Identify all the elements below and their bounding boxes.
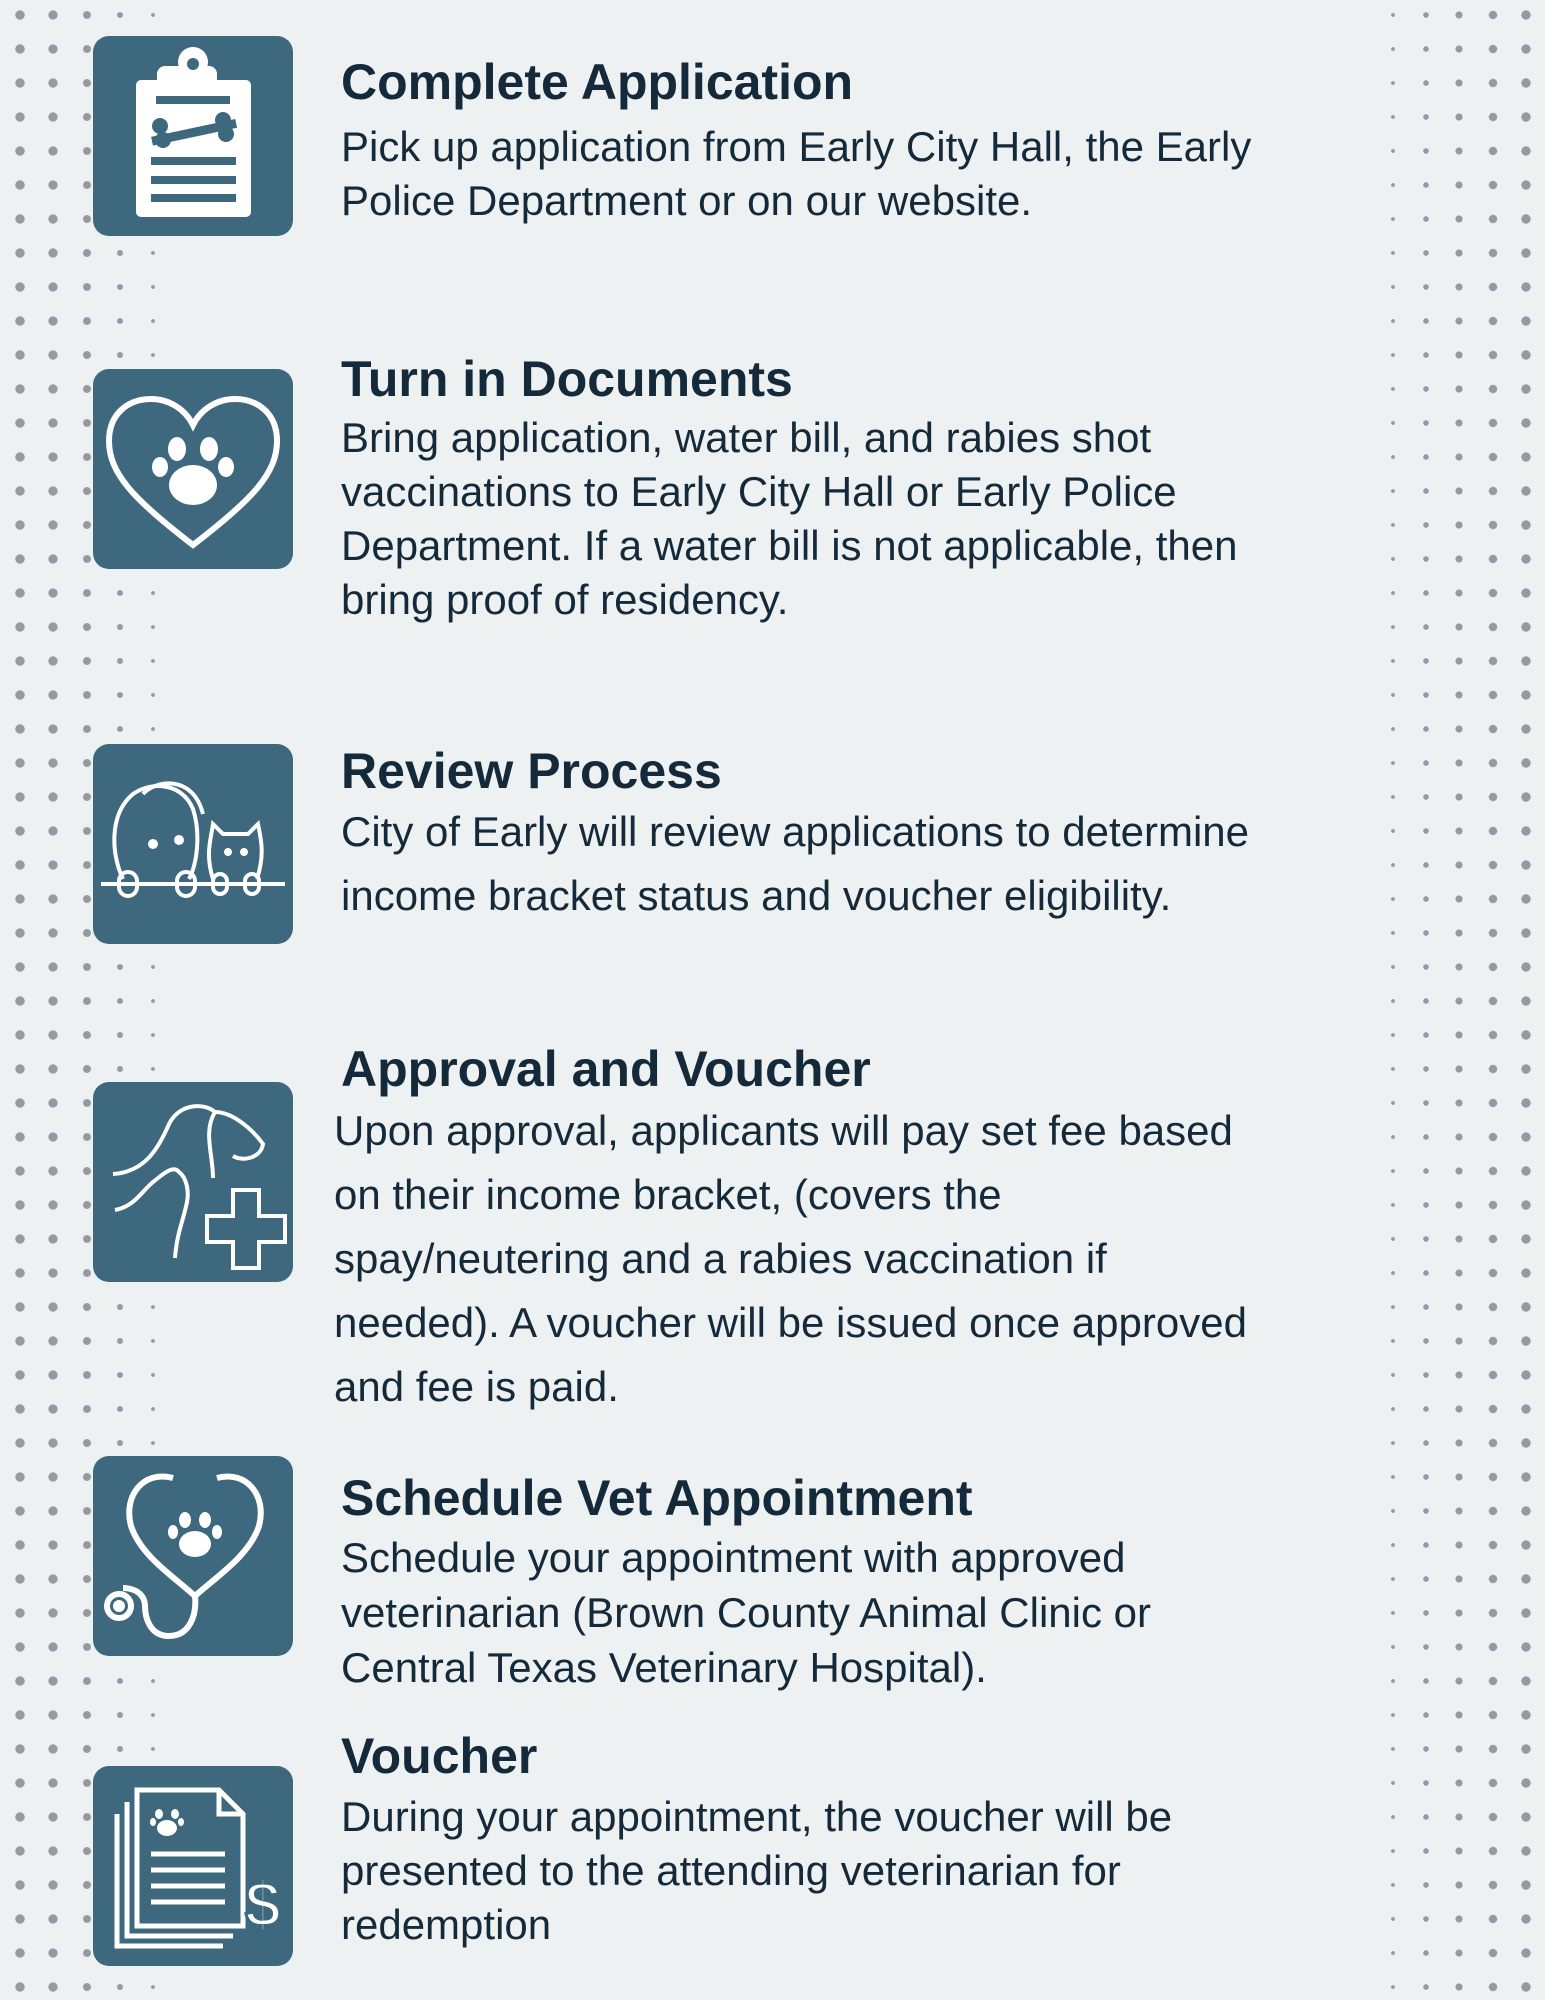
step-description: [341, 1790, 1172, 1952]
text-line: income bracket status and voucher eligibility.: [341, 872, 1172, 919]
clipboard-bone-icon: [93, 36, 293, 236]
heart-paw-icon: [93, 369, 293, 569]
text-line: redemption: [341, 1901, 552, 1948]
text-line: City of Early will review applications to determine: [341, 808, 1250, 855]
text-line: veterinarian (Brown County Animal Clinic or: [341, 1589, 1151, 1636]
dog-cat-icon: [93, 744, 293, 944]
step-description: [341, 1530, 1151, 1695]
step-title: Approval and Voucher: [341, 1041, 871, 1097]
step-description: [341, 120, 1251, 228]
text-line: Schedule your appointment with approved: [341, 1534, 1126, 1581]
text-line: spay/neutering and a rabies vaccination if: [334, 1235, 1107, 1282]
text-line: vaccinations to Early City Hall or Early Police: [341, 468, 1177, 515]
step-description: [334, 1099, 1247, 1419]
text-line: bring proof of residency.: [341, 576, 789, 623]
step-title: Review Process: [341, 743, 722, 799]
text-line: Police Department or on our website.: [341, 177, 1033, 224]
stethoscope-paw-icon: [93, 1456, 293, 1656]
step-title: Schedule Vet Appointment: [341, 1470, 973, 1526]
text-line: presented to the attending veterinarian for: [341, 1847, 1121, 1894]
step-title: Complete Application: [341, 54, 854, 110]
text-line: needed). A voucher will be issued once approved: [334, 1299, 1247, 1346]
step-title: Turn in Documents: [341, 351, 793, 407]
step-description: [341, 411, 1237, 627]
svg-text:$: $: [245, 1868, 281, 1940]
pet-health-cross-icon: [93, 1082, 293, 1282]
step-description: [341, 800, 1249, 928]
text-line: During your appointment, the voucher will be: [341, 1793, 1173, 1840]
voucher-document-dollar-icon: [93, 1766, 293, 1966]
text-line: Pick up application from Early City Hall, the Early: [341, 123, 1252, 170]
text-line: Central Texas Veterinary Hospital).: [341, 1644, 987, 1691]
text-line: Bring application, water bill, and rabies shot: [341, 414, 1152, 461]
text-line: and fee is paid.: [334, 1363, 619, 1410]
text-line: on their income bracket, (covers the: [334, 1171, 1002, 1218]
text-line: Department. If a water bill is not applicable, then: [341, 522, 1238, 569]
step-title: Voucher: [341, 1728, 538, 1784]
text-line: Upon approval, applicants will pay set fee based: [334, 1107, 1233, 1154]
